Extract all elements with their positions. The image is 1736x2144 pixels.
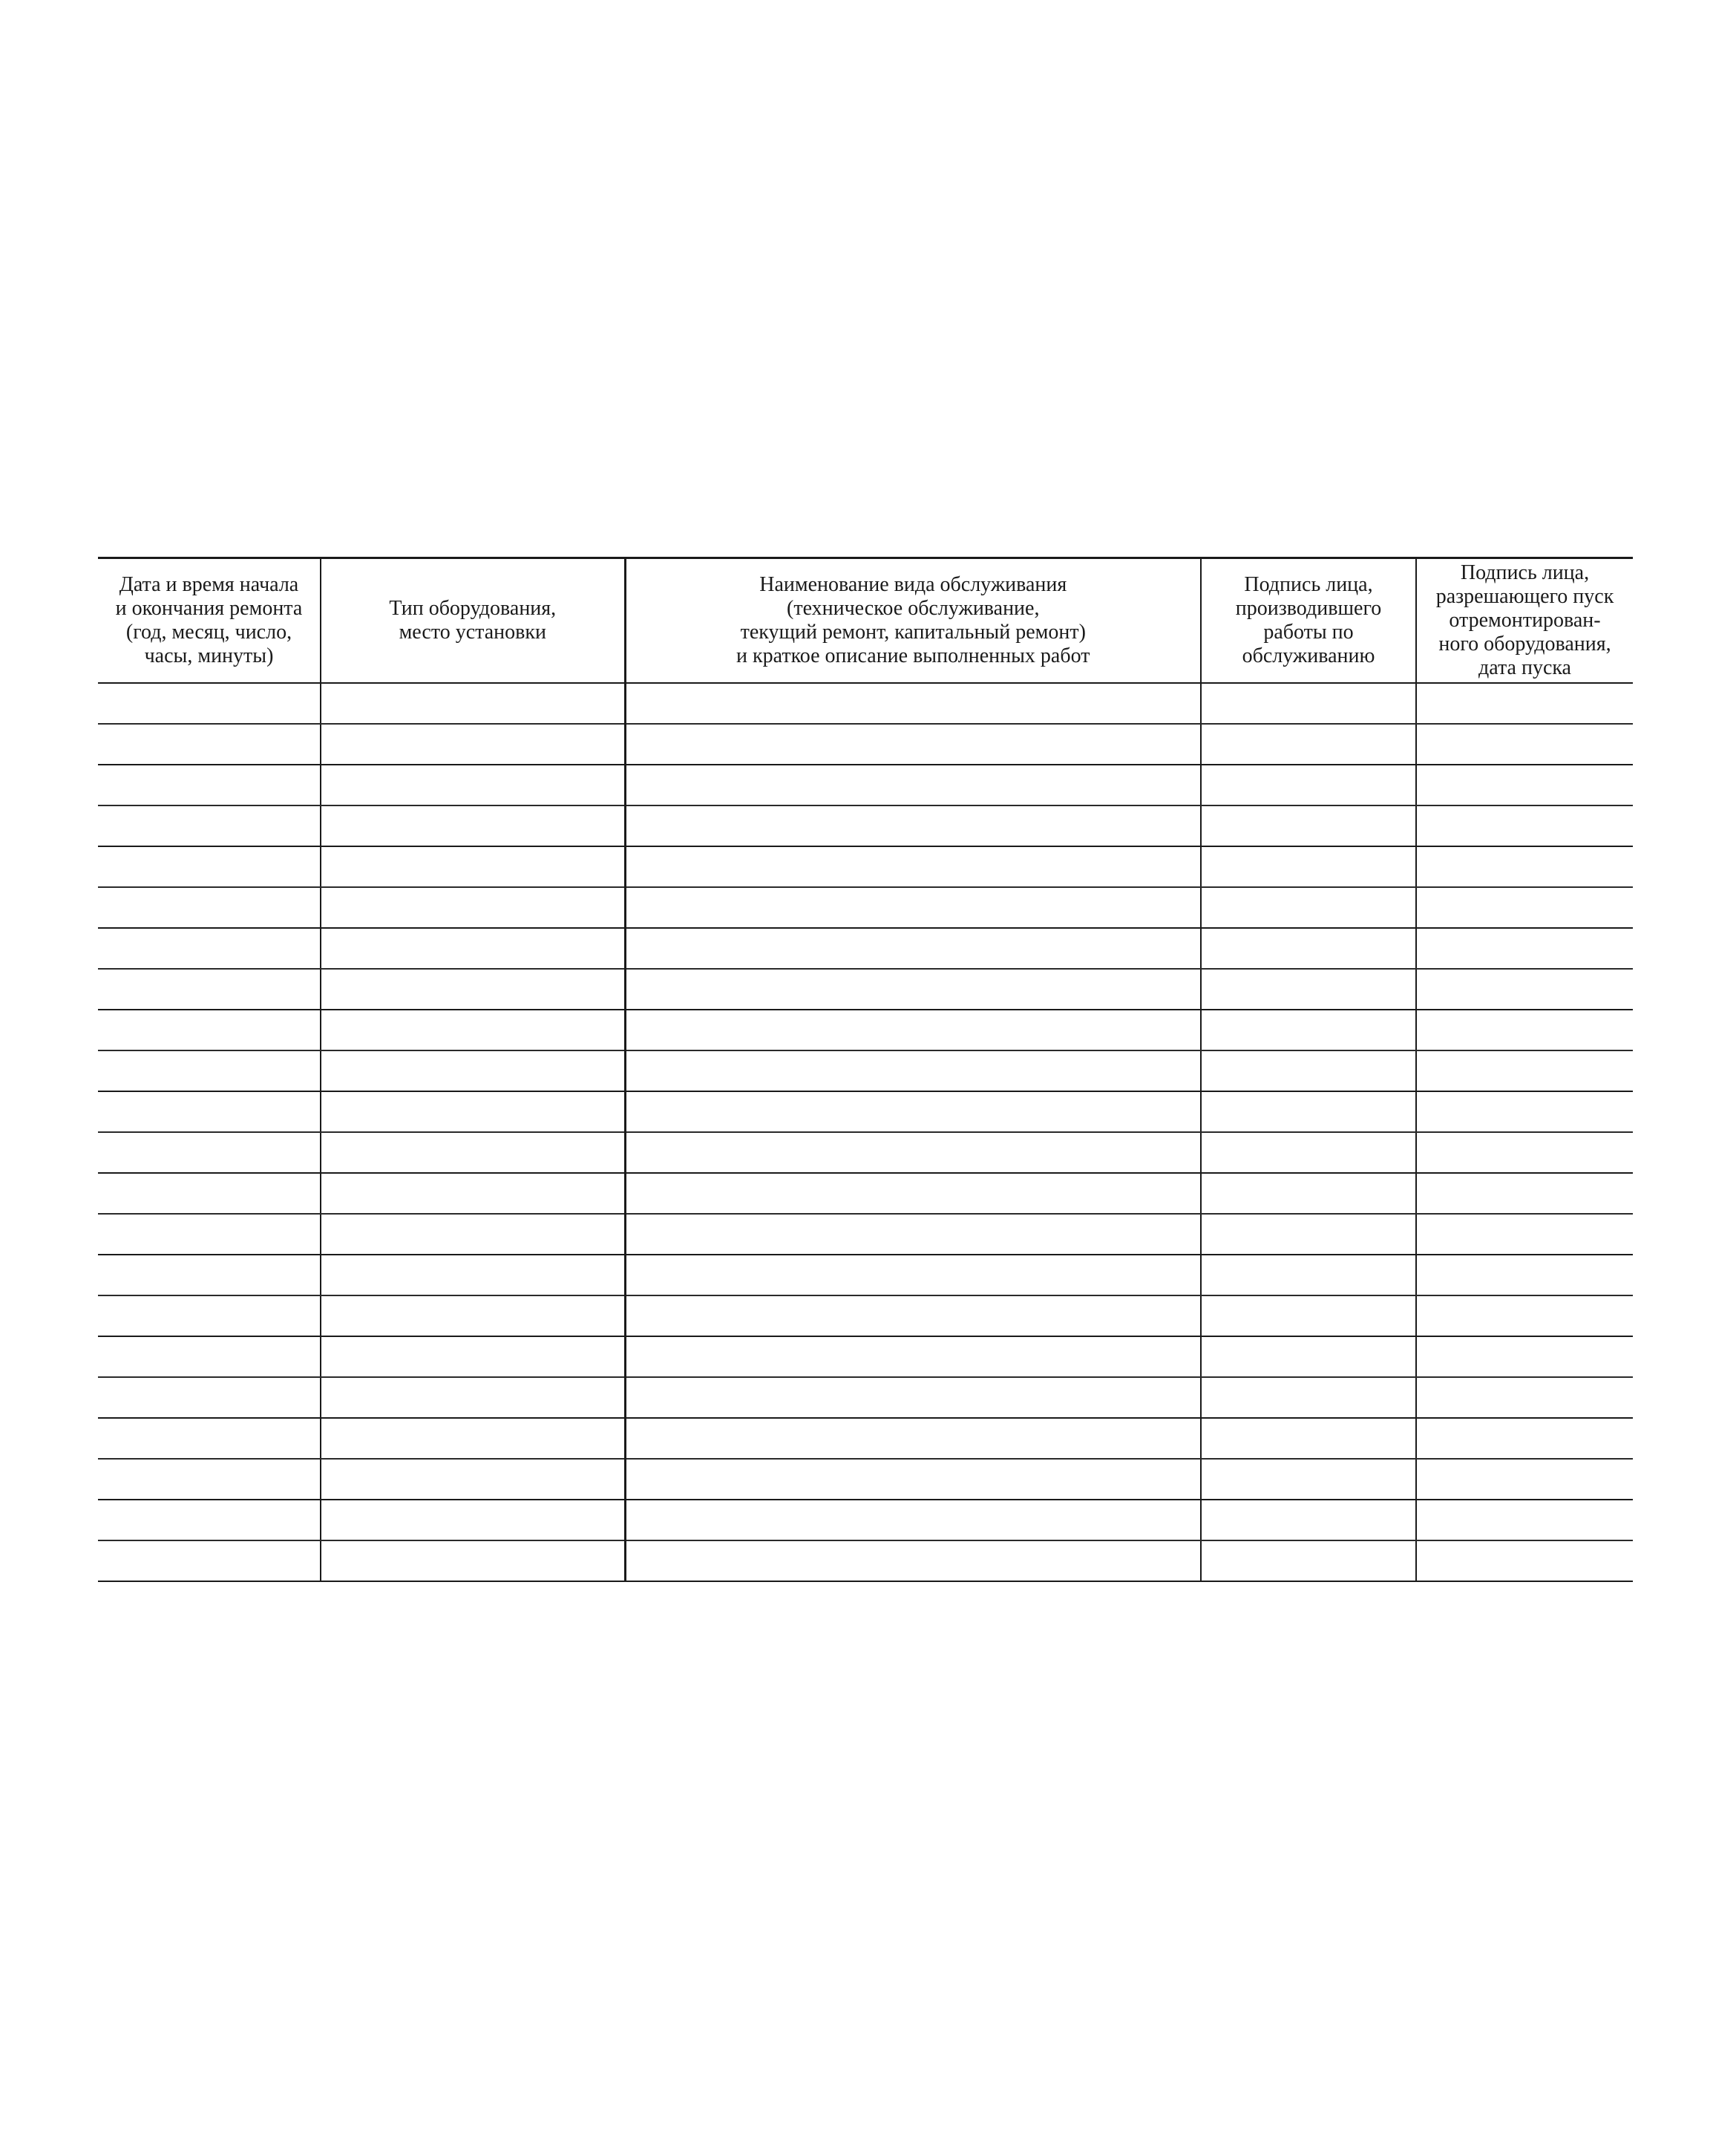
cell-service-description[interactable] xyxy=(625,1173,1201,1214)
cell-date-time[interactable] xyxy=(98,928,321,969)
cell-equipment-type[interactable] xyxy=(321,1214,625,1255)
cell-equipment-type[interactable] xyxy=(321,887,625,928)
cell-equipment-type[interactable] xyxy=(321,846,625,887)
cell-equipment-type[interactable] xyxy=(321,928,625,969)
cell-worker-signature[interactable] xyxy=(1201,1418,1416,1459)
cell-launch-permission[interactable] xyxy=(1416,805,1633,846)
cell-worker-signature[interactable] xyxy=(1201,1295,1416,1336)
cell-launch-permission[interactable] xyxy=(1416,969,1633,1010)
cell-service-description[interactable] xyxy=(625,1295,1201,1336)
cell-worker-signature[interactable] xyxy=(1201,887,1416,928)
cell-service-description[interactable] xyxy=(625,846,1201,887)
table-row xyxy=(98,1500,1633,1540)
table-row xyxy=(98,1255,1633,1295)
cell-date-time[interactable] xyxy=(98,1500,321,1540)
table-row xyxy=(98,1377,1633,1418)
cell-service-description[interactable] xyxy=(625,765,1201,805)
cell-launch-permission[interactable] xyxy=(1416,1377,1633,1418)
cell-service-description[interactable] xyxy=(625,1091,1201,1132)
cell-service-description[interactable] xyxy=(625,1459,1201,1500)
cell-service-description[interactable] xyxy=(625,928,1201,969)
cell-worker-signature[interactable] xyxy=(1201,1010,1416,1050)
cell-equipment-type[interactable] xyxy=(321,1173,625,1214)
cell-service-description[interactable] xyxy=(625,683,1201,724)
cell-service-description[interactable] xyxy=(625,1377,1201,1418)
table-body xyxy=(98,683,1633,1581)
cell-equipment-type[interactable] xyxy=(321,1540,625,1581)
cell-date-time[interactable] xyxy=(98,1255,321,1295)
table-row xyxy=(98,887,1633,928)
cell-equipment-type[interactable] xyxy=(321,724,625,765)
cell-date-time[interactable] xyxy=(98,1459,321,1500)
cell-launch-permission[interactable] xyxy=(1416,1459,1633,1500)
cell-equipment-type[interactable] xyxy=(321,805,625,846)
cell-worker-signature[interactable] xyxy=(1201,724,1416,765)
cell-launch-permission[interactable] xyxy=(1416,1132,1633,1173)
cell-date-time[interactable] xyxy=(98,969,321,1010)
cell-worker-signature[interactable] xyxy=(1201,1459,1416,1500)
cell-worker-signature[interactable] xyxy=(1201,1500,1416,1540)
table-row xyxy=(98,1091,1633,1132)
cell-launch-permission[interactable] xyxy=(1416,1050,1633,1091)
cell-worker-signature[interactable] xyxy=(1201,969,1416,1010)
cell-service-description[interactable] xyxy=(625,1540,1201,1581)
table-row xyxy=(98,969,1633,1010)
cell-worker-signature[interactable] xyxy=(1201,1173,1416,1214)
cell-worker-signature[interactable] xyxy=(1201,1336,1416,1377)
cell-launch-permission[interactable] xyxy=(1416,1255,1633,1295)
cell-date-time[interactable] xyxy=(98,683,321,724)
cell-service-description[interactable] xyxy=(625,1214,1201,1255)
cell-launch-permission[interactable] xyxy=(1416,1500,1633,1540)
cell-date-time[interactable] xyxy=(98,1540,321,1581)
cell-worker-signature[interactable] xyxy=(1201,1214,1416,1255)
cell-equipment-type[interactable] xyxy=(321,1295,625,1336)
cell-date-time[interactable] xyxy=(98,846,321,887)
cell-equipment-type[interactable] xyxy=(321,1377,625,1418)
cell-equipment-type[interactable] xyxy=(321,1459,625,1500)
cell-date-time[interactable] xyxy=(98,887,321,928)
cell-launch-permission[interactable] xyxy=(1416,1540,1633,1581)
table-row xyxy=(98,683,1633,724)
table-row xyxy=(98,765,1633,805)
table-row xyxy=(98,928,1633,969)
cell-worker-signature[interactable] xyxy=(1201,683,1416,724)
cell-launch-permission[interactable] xyxy=(1416,1336,1633,1377)
cell-date-time[interactable] xyxy=(98,1132,321,1173)
table-row xyxy=(98,805,1633,846)
cell-worker-signature[interactable] xyxy=(1201,1540,1416,1581)
cell-worker-signature[interactable] xyxy=(1201,1377,1416,1418)
cell-equipment-type[interactable] xyxy=(321,1132,625,1173)
table-row xyxy=(98,1132,1633,1173)
cell-service-description[interactable] xyxy=(625,1500,1201,1540)
cell-date-time[interactable] xyxy=(98,1418,321,1459)
cell-worker-signature[interactable] xyxy=(1201,805,1416,846)
cell-date-time[interactable] xyxy=(98,1214,321,1255)
cell-date-time[interactable] xyxy=(98,1050,321,1091)
cell-date-time[interactable] xyxy=(98,1295,321,1336)
cell-date-time[interactable] xyxy=(98,724,321,765)
cell-launch-permission[interactable] xyxy=(1416,683,1633,724)
cell-launch-permission[interactable] xyxy=(1416,724,1633,765)
table-row xyxy=(98,724,1633,765)
cell-launch-permission[interactable] xyxy=(1416,1091,1633,1132)
cell-worker-signature[interactable] xyxy=(1201,1255,1416,1295)
cell-service-description[interactable] xyxy=(625,887,1201,928)
cell-worker-signature[interactable] xyxy=(1201,1132,1416,1173)
table-row xyxy=(98,1050,1633,1091)
cell-launch-permission[interactable] xyxy=(1416,1010,1633,1050)
cell-worker-signature[interactable] xyxy=(1201,928,1416,969)
table-row xyxy=(98,1010,1633,1050)
cell-service-description[interactable] xyxy=(625,1336,1201,1377)
table-row xyxy=(98,1336,1633,1377)
header-launch-permission: Подпись лица, разрешающего пуск отремонтирован- ного оборудования, дата пуска xyxy=(1416,558,1633,683)
cell-equipment-type[interactable] xyxy=(321,1500,625,1540)
cell-equipment-type[interactable] xyxy=(321,969,625,1010)
cell-date-time[interactable] xyxy=(98,1377,321,1418)
cell-service-description[interactable] xyxy=(625,1010,1201,1050)
cell-service-description[interactable] xyxy=(625,969,1201,1010)
cell-equipment-type[interactable] xyxy=(321,683,625,724)
cell-worker-signature[interactable] xyxy=(1201,846,1416,887)
cell-service-description[interactable] xyxy=(625,805,1201,846)
cell-worker-signature[interactable] xyxy=(1201,1091,1416,1132)
table-row xyxy=(98,1295,1633,1336)
cell-service-description[interactable] xyxy=(625,1255,1201,1295)
table-row xyxy=(98,1459,1633,1500)
repair-journal-table xyxy=(98,557,1633,1582)
cell-service-description[interactable] xyxy=(625,1050,1201,1091)
cell-launch-permission[interactable] xyxy=(1416,1173,1633,1214)
cell-date-time[interactable] xyxy=(98,805,321,846)
header-equipment-type: Тип оборудования, место установки xyxy=(321,558,625,683)
cell-service-description[interactable] xyxy=(625,1418,1201,1459)
cell-equipment-type[interactable] xyxy=(321,1336,625,1377)
cell-equipment-type[interactable] xyxy=(321,1050,625,1091)
cell-worker-signature[interactable] xyxy=(1201,1050,1416,1091)
table-row xyxy=(98,1540,1633,1581)
table-row xyxy=(98,1214,1633,1255)
cell-date-time[interactable] xyxy=(98,1173,321,1214)
cell-equipment-type[interactable] xyxy=(321,765,625,805)
header-worker-signature: Подпись лица, производившего работы по обслуживанию xyxy=(1201,558,1416,683)
header-date-time: Дата и время начала и окончания ремонта (год, месяц, число, часы, минуты) xyxy=(98,558,321,683)
cell-service-description[interactable] xyxy=(625,1132,1201,1173)
cell-service-description[interactable] xyxy=(625,724,1201,765)
cell-worker-signature[interactable] xyxy=(1201,765,1416,805)
table-header-row xyxy=(98,558,1633,683)
table-row xyxy=(98,1418,1633,1459)
cell-equipment-type[interactable] xyxy=(321,1255,625,1295)
cell-launch-permission[interactable] xyxy=(1416,1214,1633,1255)
cell-equipment-type[interactable] xyxy=(321,1010,625,1050)
header-service-description: Наименование вида обслуживания (техническое обслуживание, текущий ремонт, капитальный ремонт) и краткое описание выполненных работ xyxy=(625,558,1201,683)
cell-date-time[interactable] xyxy=(98,1091,321,1132)
cell-date-time[interactable] xyxy=(98,1336,321,1377)
cell-launch-permission[interactable] xyxy=(1416,887,1633,928)
cell-launch-permission[interactable] xyxy=(1416,1295,1633,1336)
cell-launch-permission[interactable] xyxy=(1416,1418,1633,1459)
cell-date-time[interactable] xyxy=(98,765,321,805)
cell-launch-permission[interactable] xyxy=(1416,765,1633,805)
cell-equipment-type[interactable] xyxy=(321,1418,625,1459)
table-row xyxy=(98,846,1633,887)
cell-launch-permission[interactable] xyxy=(1416,928,1633,969)
table-row xyxy=(98,1173,1633,1214)
cell-equipment-type[interactable] xyxy=(321,1091,625,1132)
cell-launch-permission[interactable] xyxy=(1416,846,1633,887)
cell-date-time[interactable] xyxy=(98,1010,321,1050)
